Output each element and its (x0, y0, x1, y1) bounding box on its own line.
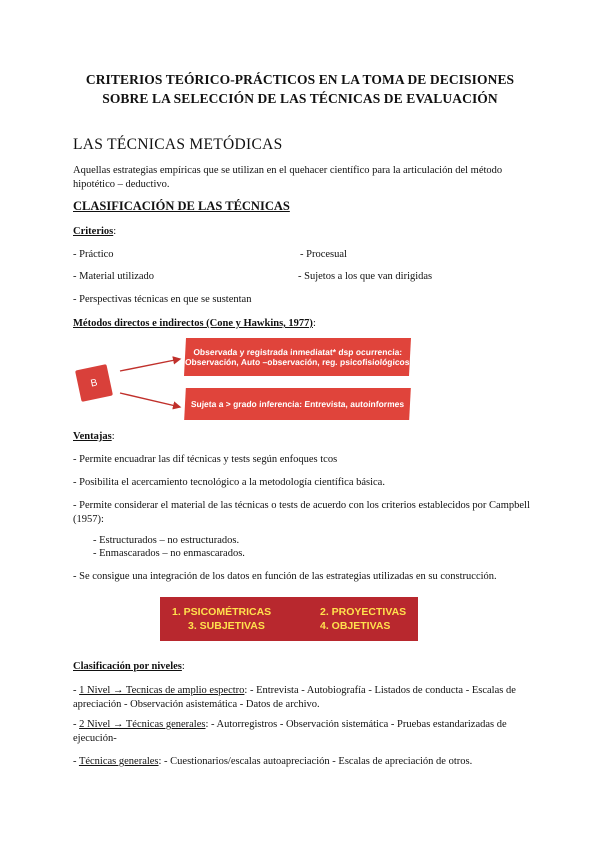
nivel-2-item (73, 718, 543, 745)
ventaja-item: - Permite considerar el material de las técnicas o tests de acuerdo con los criterios establecidos por Campbell (1957): (73, 500, 530, 525)
nivel-2-link: 2 Nivel → Técnicas generales (79, 719, 206, 730)
clasificacion-heading: CLASIFICACIÓN DE LAS TÉCNICAS (73, 199, 290, 213)
nivel-3-link: Técnicas generales (78, 756, 159, 767)
criterio-item: - Material utilizado (73, 271, 155, 282)
nivel-2-dash: - (73, 719, 80, 730)
criterio-item: - Procesual (300, 249, 347, 260)
criterios-colon: : (113, 226, 117, 237)
niveles-heading (73, 660, 543, 674)
diagram-arrows (70, 335, 190, 435)
title-line-1: CRITERIOS TEÓRICO-PRÁCTICOS EN LA TOMA DE DECISIONES (85, 72, 515, 87)
section-title: LAS TÉCNICAS METÓDICAS (73, 136, 283, 153)
nivel-2-text: : - Autorregistros - Observación sistemática - Pruebas estandarizadas de ejecución- (73, 719, 507, 744)
categoria-2: 2. PROYECTIVAS (320, 606, 407, 618)
ventaja-item: - Permite encuadrar las dif técnicas y tests según enfoques tcos (73, 454, 338, 465)
indirectos-box: Sujeta a > grado inferencia: Entrevista, autoinformes (184, 388, 411, 420)
categoria-1: 1. PSICOMÉTRICAS (172, 606, 272, 618)
criterio-item: - Sujetos a los que van dirigidas (298, 271, 433, 282)
niveles-label: Clasificación por niveles (73, 661, 182, 672)
nivel-3-dash: - (73, 756, 79, 767)
nivel-1-dash: - (73, 685, 80, 696)
criterios-label: Criterios (73, 226, 114, 237)
criterios-heading (73, 225, 543, 239)
document-title (60, 70, 540, 108)
nivel-1-text: : - Entrevista - Autobiografía - Listados de conducta - Escalas de apreciación - Observación asistemática - Datos de archivo. (73, 685, 516, 710)
metodos-diagram (70, 335, 410, 435)
nivel-3-item (73, 755, 543, 769)
arrow-down (120, 393, 180, 407)
nivel-1-link: 1 Nivel → Tecnicas de amplio espectro (79, 685, 245, 696)
categorias-box (160, 597, 418, 641)
metodos-label: Métodos directos e indirectos (Cone y Hawkins, 1977) (73, 318, 313, 329)
intro-paragraph: Aquellas estrategias empíricas que se utilizan en el quehacer científico para la articulación del método hipotético – deductivo. (73, 165, 503, 190)
ventajas-heading (73, 430, 543, 444)
directos-box: Observada y registrada inmediatat* dsp ocurrencia: Observación, Auto –observación, reg. psicofisiológicos (184, 338, 411, 376)
ventaja-item: - Se consigue una integración de los datos en función de las estrategias utilizadas en su construcción. (73, 571, 497, 582)
diagram-source-box: B (75, 364, 113, 402)
ventaja-subitem: - Enmascarados – no enmascarados. (93, 548, 245, 559)
categoria-3: 3. SUBJETIVAS (188, 620, 265, 632)
metodos-heading (73, 317, 543, 331)
ventaja-subitem: - Estructurados – no estructurados. (93, 535, 240, 546)
ventajas-label: Ventajas (73, 431, 112, 442)
ventaja-item: - Posibilita el acercamiento tecnológico a la metodología científica básica. (73, 477, 385, 488)
nivel-1-item (73, 684, 543, 711)
categoria-4: 4. OBJETIVAS (320, 620, 391, 632)
niveles-colon: : (181, 661, 185, 672)
metodos-colon: : (312, 318, 316, 329)
criterio-item: - Perspectivas técnicas en que se sustentan (73, 294, 252, 305)
criterio-item: - Práctico (73, 249, 114, 260)
ventajas-colon: : (111, 431, 115, 442)
arrow-up (120, 359, 180, 371)
nivel-3-text: : - Cuestionarios/escalas autoapreciación - Escalas de apreciación de otros. (158, 756, 473, 767)
title-line-2: SOBRE LA SELECCIÓN DE LAS TÉCNICAS DE EVALUACIÓN (102, 91, 498, 106)
